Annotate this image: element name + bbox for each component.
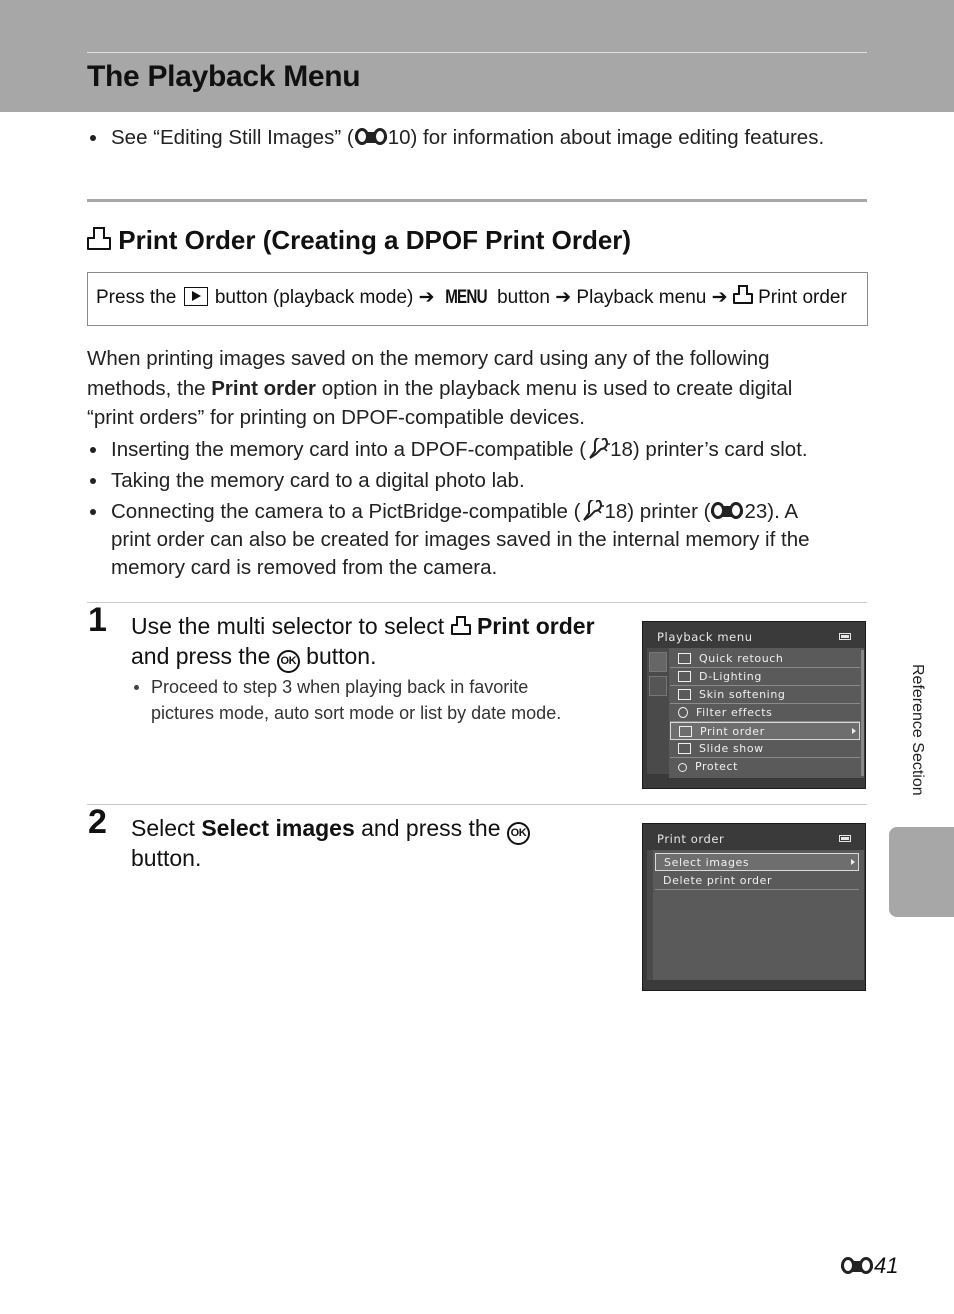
reference-section-icon (711, 502, 743, 519)
screen-title: Print order (657, 832, 725, 846)
step-instruction: button. (131, 845, 202, 871)
print-icon (87, 227, 111, 251)
tip-icon (586, 438, 610, 460)
side-section-tab (889, 827, 954, 917)
menu-item-skin-softening[interactable]: Skin softening (670, 686, 860, 704)
menu-item-slide-show[interactable]: Slide show (670, 740, 860, 758)
menu-item-select-images[interactable]: Select images (655, 853, 859, 871)
bullet-dot (90, 478, 96, 484)
setup-tab-icon (649, 676, 667, 696)
menu-item-print-order[interactable]: Print order (670, 722, 860, 740)
bullet-dot (134, 685, 139, 690)
arrow-icon: ➔ (418, 287, 435, 308)
menu-item-filter-effects[interactable]: Filter effects (670, 704, 860, 722)
navigation-path: Press the button (playback mode) ➔ MENU button ➔ Playback menu ➔ Print order (96, 285, 847, 311)
filter-icon (678, 707, 688, 718)
header-rule (87, 52, 867, 53)
print-icon (451, 616, 471, 636)
slideshow-icon (678, 743, 691, 754)
page-title: The Playback Menu (87, 60, 361, 93)
section-title: Print Order (Creating a DPOF Print Order) (87, 225, 631, 256)
ok-button-icon: OK (277, 650, 300, 673)
reference-section-icon (841, 1257, 873, 1274)
section-rule (87, 199, 867, 202)
camera-screen-print-order (642, 823, 866, 991)
menu-item-d-lighting[interactable]: D-Lighting (670, 668, 860, 686)
key-icon (678, 763, 687, 772)
intro-bullet-text: See “Editing Still Images” ( 10) for information about image editing features. (111, 126, 825, 149)
print-icon (679, 726, 692, 737)
bullet-text: Taking the memory card to a digital photo lab. (111, 469, 525, 492)
menu-item-quick-retouch[interactable]: Quick retouch (670, 650, 860, 668)
page-number: 41 (840, 1253, 898, 1279)
screen-side-strip (647, 850, 653, 980)
ok-button-icon: OK (507, 822, 530, 845)
step-number: 2 (88, 803, 107, 841)
battery-icon (839, 633, 851, 640)
screen-side-tabs (647, 648, 669, 774)
menu-item-delete-print-order[interactable]: Delete print order (655, 872, 859, 890)
arrow-icon: ➔ (555, 287, 572, 308)
arrow-icon: ➔ (711, 287, 728, 308)
bullet-text: print order can also be created for images saved in the internal memory if the (111, 528, 810, 551)
bullet-text: Inserting the memory card into a DPOF-compatible ( 18) printer’s card slot. (111, 438, 808, 461)
battery-icon (839, 835, 851, 842)
step-instruction: Select Select images and press the OK (131, 813, 530, 845)
menu-button-icon: MENU (445, 287, 487, 308)
step-note: Proceed to step 3 when playing back in favorite (151, 677, 529, 697)
side-section-label: Reference Section (909, 664, 926, 796)
header-band (0, 0, 954, 112)
step-divider (87, 602, 867, 603)
step-number: 1 (88, 601, 107, 639)
chevron-right-icon (852, 728, 856, 734)
scrollbar (861, 650, 864, 776)
body-line: “print orders” for printing on DPOF-compatible devices. (87, 406, 585, 429)
bullet-dot (90, 509, 96, 515)
camera-screen-playback-menu (642, 621, 866, 789)
tip-icon (580, 500, 604, 522)
bullet-dot (90, 135, 96, 141)
playback-button-icon (184, 287, 208, 306)
step-instruction: and press the OK button. (131, 641, 377, 673)
chevron-right-icon (851, 859, 855, 865)
body-line: When printing images saved on the memory card using any of the following (87, 347, 770, 370)
bullet-text: Connecting the camera to a PictBridge-compatible ( 18) printer ( 23). A (111, 500, 799, 523)
step-note: pictures mode, auto sort mode or list by date mode. (151, 703, 562, 723)
d-lighting-icon (678, 671, 691, 682)
skin-softening-icon (678, 689, 691, 700)
bullet-text: memory card is removed from the camera. (111, 556, 498, 579)
print-icon (733, 285, 753, 305)
reference-section-icon (355, 128, 387, 145)
step-divider (87, 804, 867, 805)
bullet-dot (90, 447, 96, 453)
body-line: methods, the Print order option in the playback menu is used to create digital (87, 377, 793, 400)
playback-tab-icon (649, 652, 667, 672)
retouch-icon (678, 653, 691, 664)
menu-item-protect[interactable]: Protect (670, 758, 860, 776)
screen-title: Playback menu (657, 630, 753, 644)
step-instruction: Use the multi selector to select Print order (131, 613, 595, 639)
